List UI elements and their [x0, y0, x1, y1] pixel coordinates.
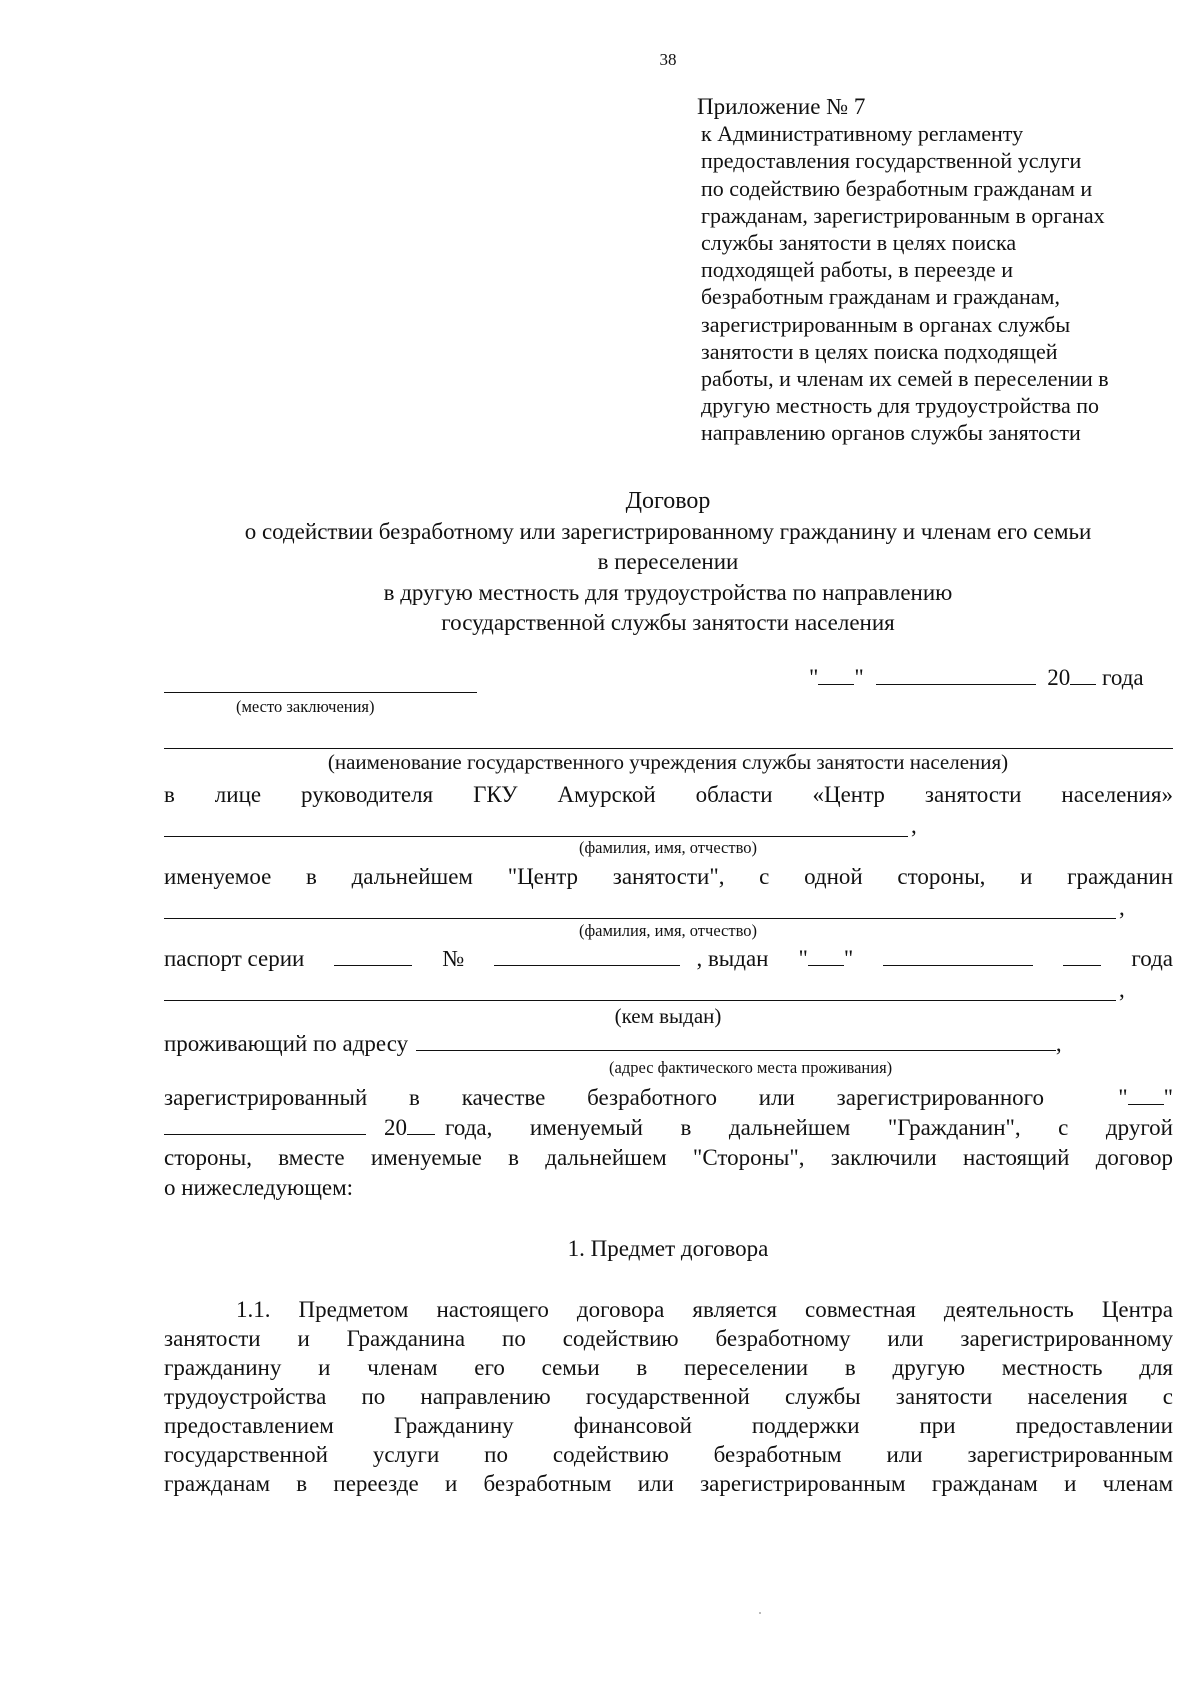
- registered-text: зарегистрированный в качестве безработного или зарегистрированного: [164, 1085, 1044, 1110]
- year-blank: [1063, 945, 1101, 966]
- appendix-line: предоставления государственной услуги: [701, 148, 1082, 174]
- issued-by-caption: (кем выдан): [614, 1004, 722, 1028]
- registered-line-2: [164, 1114, 1173, 1141]
- address-caption: (адрес фактического места проживания): [609, 1058, 893, 1077]
- quote-close: ": [843, 946, 854, 971]
- date-fields: [809, 664, 1144, 691]
- year-blank: [1070, 664, 1096, 685]
- quote-open: ": [809, 665, 819, 690]
- appendix-line: службы занятости в целях поиска: [701, 230, 1017, 256]
- day-blank: [808, 945, 844, 966]
- comma: ,: [911, 813, 917, 838]
- appendix-block: [697, 93, 1109, 447]
- passport-label: паспорт серии: [164, 946, 305, 971]
- contract-subtitle-line: в другую местность для трудоустройства по направлению: [383, 580, 953, 605]
- contract-subtitle-line: о содействии безработному или зарегистрированному гражданину и членам его семьи: [244, 519, 1092, 544]
- passport-number-blank: [494, 945, 680, 966]
- fio-caption: (фамилия, имя, отчество): [578, 921, 758, 940]
- contract-subtitle-line: в переселении: [597, 549, 739, 574]
- month-blank: [883, 945, 1033, 966]
- passport-year-suffix: года: [1131, 946, 1173, 971]
- passport-series-blank: [334, 945, 412, 966]
- address-line: [164, 1030, 1062, 1057]
- passport-line: [164, 945, 1173, 972]
- registered-line: [164, 1084, 1173, 1111]
- comma: ,: [1055, 1031, 1062, 1056]
- issued-by-blank: [164, 1000, 1116, 1001]
- representative-line: в лице руководителя ГКУ Амурской области «Центр занятости населения»: [164, 782, 1173, 807]
- appendix-line: к Административному регламенту: [701, 121, 1024, 147]
- section1-paragraph-line: гражданину и членам его семьи в переселении в другую местность для: [164, 1355, 1173, 1380]
- section1-paragraph-line: 1.1. Предметом настоящего договора является совместная деятельность Центра: [236, 1297, 1173, 1322]
- quote-close: ": [1163, 1085, 1173, 1110]
- fio-caption: (фамилия, имя, отчество): [578, 838, 758, 857]
- section1-paragraph-line: трудоустройства по направлению государственной службы занятости населения с: [164, 1384, 1173, 1409]
- registered-line-4: о нижеследующем:: [164, 1175, 354, 1200]
- section1-paragraph-line: гражданам в переезде и безработным или зарегистрированным гражданам и членам: [164, 1471, 1173, 1496]
- appendix-line: другую местность для трудоустройства по: [701, 393, 1099, 419]
- section1-paragraph-line: государственной услуги по содействию безработным или зарегистрированным: [164, 1442, 1173, 1467]
- day-blank: [818, 664, 854, 685]
- scan-speck: [759, 1612, 761, 1614]
- appendix-line: направлению органов службы занятости: [701, 420, 1081, 446]
- quote-open: ": [798, 946, 808, 971]
- address-label: проживающий по адресу: [164, 1031, 409, 1056]
- appendix-line: по содействию безработным гражданам и: [701, 175, 1093, 201]
- appendix-line: зарегистрированным в органах службы: [701, 311, 1071, 337]
- passport-issued: , выдан: [696, 946, 769, 971]
- contract-subtitle-line: государственной службы занятости населения: [441, 610, 895, 635]
- year-suffix: года: [1102, 665, 1144, 690]
- month-blank: [876, 664, 1036, 685]
- registered-text-2: года, именуемый в дальнейшем "Гражданин", с другой: [445, 1115, 1173, 1140]
- appendix-line: безработным гражданам и гражданам,: [701, 284, 1060, 310]
- passport-number-sign: №: [442, 946, 465, 971]
- quote-close: ": [854, 665, 864, 690]
- day-blank: [1128, 1084, 1164, 1105]
- citizen-fio-blank: [164, 918, 1116, 919]
- appendix-line: работы, и членам их семей в переселении в: [701, 366, 1109, 392]
- contract-title: Договор: [625, 488, 711, 514]
- year-blank: [407, 1114, 435, 1135]
- appendix-line: гражданам, зарегистрированным в органах: [701, 202, 1105, 228]
- month-blank: [164, 1114, 366, 1135]
- registered-line-3: стороны, вместе именуемые в дальнейшем "Стороны", заключили настоящий договор: [164, 1145, 1173, 1170]
- section1-heading: 1. Предмет договора: [567, 1236, 769, 1261]
- registered-year-prefix: 20: [384, 1115, 407, 1140]
- section1-paragraph-line: занятости и Гражданина по содействию безработному или зарегистрированному: [164, 1326, 1173, 1351]
- comma: ,: [1119, 895, 1125, 920]
- place-caption: (место заключения): [236, 697, 375, 716]
- org-caption: (наименование государственного учреждения службы занятости населения): [327, 750, 1009, 774]
- appendix-line: занятости в целях поиска подходящей: [701, 338, 1058, 364]
- address-blank: [416, 1030, 1056, 1051]
- appendix-line: подходящей работы, в переезде и: [701, 257, 1013, 283]
- named-line: именуемое в дальнейшем "Центр занятости", с одной стороны, и гражданин: [164, 864, 1173, 889]
- page-number: 38: [659, 50, 677, 69]
- appendix-title: Приложение № 7: [697, 94, 866, 119]
- comma: ,: [1119, 977, 1125, 1002]
- section1-paragraph-line: предоставлением Гражданину финансовой поддержки при предоставлении: [164, 1413, 1173, 1438]
- year-prefix: 20: [1047, 665, 1071, 690]
- place-blank: [164, 692, 477, 693]
- rep-fio-blank: [164, 836, 908, 837]
- quote-open: ": [1118, 1085, 1128, 1110]
